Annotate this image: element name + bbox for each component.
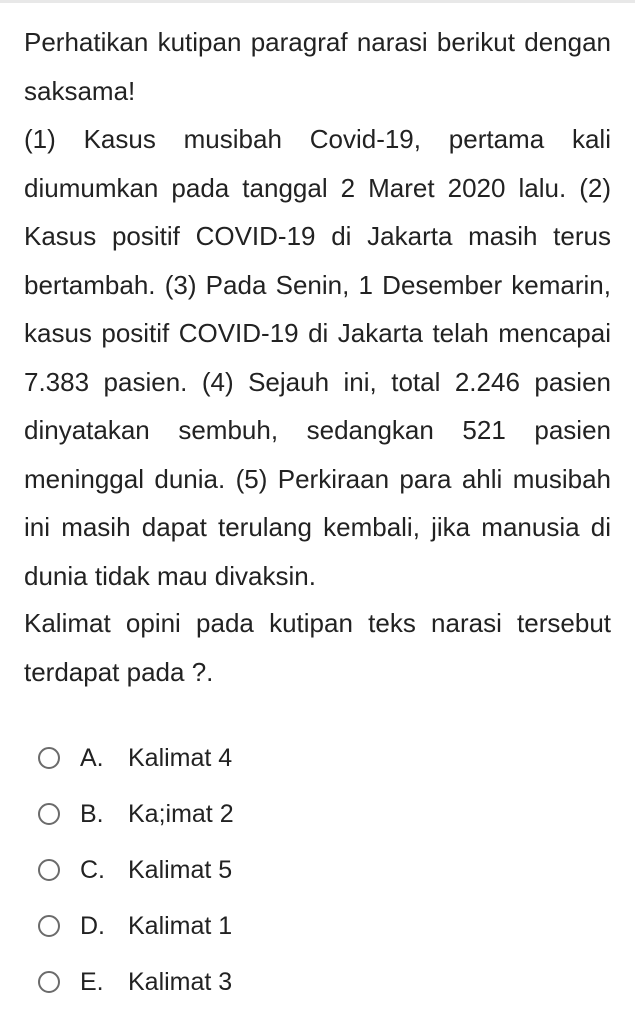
option-label: Kalimat 5 (128, 855, 233, 884)
radio-circle-icon[interactable] (38, 915, 60, 937)
option-label: Kalimat 4 (128, 743, 233, 772)
option-label: Kalimat 1 (128, 911, 233, 940)
option-label: Kalimat 3 (128, 967, 233, 996)
radio-circle-icon[interactable] (38, 971, 60, 993)
option-letter: B. (80, 799, 104, 828)
passage-intro: Perhatikan kutipan paragraf narasi berikut dengan saksama! (24, 27, 611, 106)
option-letter: D. (80, 911, 105, 940)
radio-circle-icon[interactable] (38, 803, 60, 825)
option-c[interactable] (38, 842, 598, 898)
option-b[interactable] (38, 786, 598, 842)
passage-text: (1) Kasus musibah Covid-19, pertama kali diumumkan pada tanggal 2 Maret 2020 lalu. (2) Kasus positif COVID-19 di Jakarta masih terus bertambah. (3) Pada Senin, 1 Desember kemarin, kasus positif COVID-19 di Jakarta telah mencapai 7.383 pasien. (4) Sejauh ini, total 2.246 pasien dinyatakan sembuh, sedangkan 521 pasien meninggal dunia. (5) Perkiraan para ahli musibah ini masih dapat terulang kembali, jika manusia di dunia tidak mau divaksin. (24, 124, 611, 591)
answer-options (38, 730, 598, 1010)
option-d[interactable] (38, 898, 598, 954)
top-divider (0, 0, 635, 3)
option-letter: E. (80, 967, 104, 996)
radio-circle-icon[interactable] (38, 859, 60, 881)
option-label: Ka;imat 2 (128, 799, 234, 828)
passage (24, 18, 611, 600)
question-text: Kalimat opini pada kutipan teks narasi tersebut terdapat pada ?. (24, 608, 611, 687)
radio-circle-icon[interactable] (38, 747, 60, 769)
option-a[interactable] (38, 730, 598, 786)
option-letter: C. (80, 855, 105, 884)
option-letter: A. (80, 743, 104, 772)
option-e[interactable] (38, 954, 598, 1010)
